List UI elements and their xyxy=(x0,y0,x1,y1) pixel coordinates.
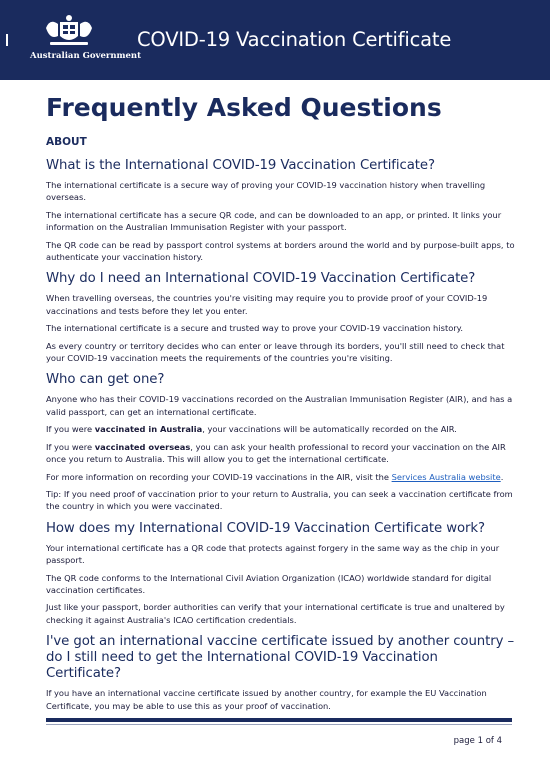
paragraph: As every country or territory decides who can enter or leave through its borders, you'll still need to check that your COVID-19 vaccination meets the requirements of the countries you're visiting. xyxy=(46,340,505,364)
paragraph: The QR code conforms to the International Civil Aviation Organization (ICAO) worldwide standard for digital vaccination certificates. xyxy=(46,572,492,595)
paragraph: Anyone who has their COVID-19 vaccinations recorded on the Australian Immunisation Register (AIR), and has a valid passport, can get an international certificate. xyxy=(46,394,513,417)
paragraph: The QR code can be read by passport control systems at borders around the world and by purpose-built apps, to authenticate your vaccination history. xyxy=(46,239,515,263)
main-content xyxy=(46,92,516,717)
faq-section xyxy=(46,271,516,364)
bold-text: vaccinated in Australia xyxy=(94,424,203,435)
paragraph: The international certificate is a secure and trusted way to prove your COVID-19 vaccination history. xyxy=(46,323,464,334)
faq-heading: Who can get one? xyxy=(46,372,165,388)
paragraph: When travelling overseas, the countries you're visiting may require you to provide proof of your COVID-19 vaccinations and tests before they let you enter. xyxy=(46,293,488,316)
faq-section xyxy=(46,372,516,512)
faq-section xyxy=(46,521,516,626)
paragraph: If you have an international vaccine certificate issued by another country, for example the EU Vaccination Certificate, you may be able to use this as your proof of vaccination. xyxy=(46,688,487,711)
header-banner xyxy=(0,0,550,80)
faq-heading: I've got an international vaccine certificate issued by another country – do I still need to get the International COVID-19 Vaccination Certificate? xyxy=(46,634,515,682)
paragraph: Your international certificate has a QR code that protects against forgery in the same way as the chip in your passport. xyxy=(46,542,500,566)
paragraph: Just like your passport, border authorities can verify that your international certificate is true and unaltered by checking it against Australia's ICAO certification credentials. xyxy=(46,602,505,625)
tip-paragraph: Tip: If you need proof of vaccination prior to your return to Australia, you can seek a vaccination certificate from the country in which you were vaccinated. xyxy=(46,488,513,512)
paragraph: For more information on recording your COVID-19 vaccinations in the AIR, visit the Services Australia website. xyxy=(46,471,504,482)
faq-heading: Why do I need an International COVID-19 Vaccination Certificate? xyxy=(46,271,476,287)
header-divider xyxy=(6,34,8,46)
page-number: page 1 of 4 xyxy=(453,736,502,746)
services-australia-link[interactable]: Services Australia website xyxy=(391,471,501,482)
faq-section xyxy=(46,634,516,712)
faq-heading: How does my International COVID-19 Vaccination Certificate work? xyxy=(46,520,485,536)
document-title: COVID-19 Vaccination Certificate xyxy=(137,28,452,51)
paragraph: If you were vaccinated overseas, you can ask your health professional to record your vaccination on the AIR once you return to Australia. This will allow you to get the international certificate. xyxy=(46,441,506,465)
faq-section xyxy=(46,158,516,263)
paragraph: The international certificate is a secure way of proving your COVID-19 vaccination history when travelling overseas. xyxy=(46,180,486,203)
footer-rule xyxy=(46,718,512,722)
government-name: Australian Government xyxy=(30,51,142,61)
bold-text: vaccinated overseas xyxy=(94,441,191,452)
page-title: Frequently Asked Questions xyxy=(46,93,442,122)
paragraph: The international certificate has a secure QR code, and can be downloaded to an app, or printed. It links your information on the Australian Immunisation Register with your passport. xyxy=(46,209,502,233)
footer-divider xyxy=(46,724,512,725)
government-logo xyxy=(0,0,142,80)
faq-heading: What is the International COVID-19 Vaccination Certificate? xyxy=(46,158,435,173)
section-label: ABOUT xyxy=(46,136,87,148)
paragraph: If you were vaccinated in Australia, your vaccinations will be automatically recorded on the AIR. xyxy=(46,424,457,435)
coat-of-arms-icon xyxy=(40,14,98,48)
